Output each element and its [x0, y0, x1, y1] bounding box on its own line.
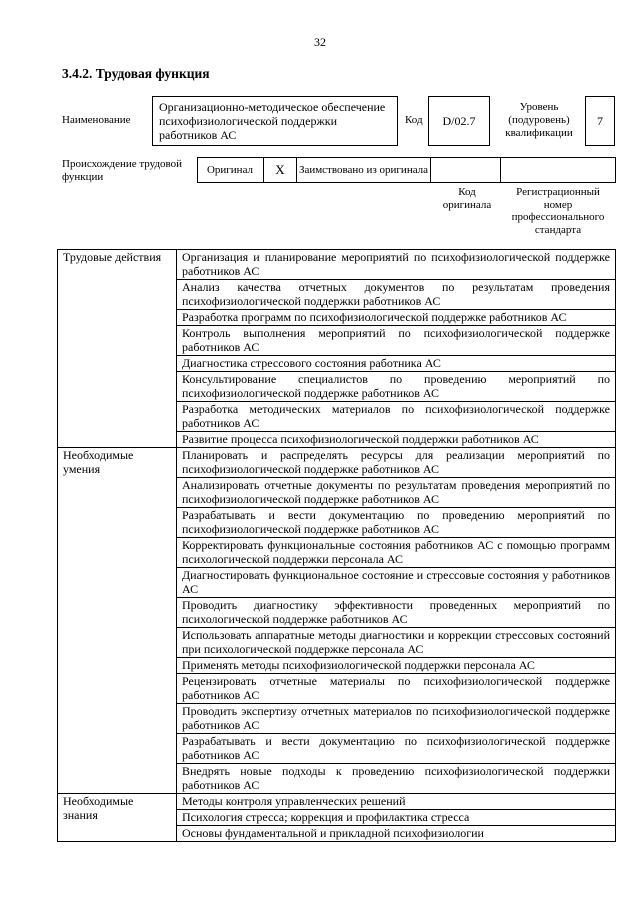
- table-cell: Применять методы психофизиологической поддержки персонала АС: [177, 658, 616, 674]
- table-cell: Методы контроля управленческих решений: [177, 794, 616, 810]
- table-cell: Диагностировать функциональное состояние и стрессовые состояния у работников АС: [177, 568, 616, 598]
- table-row: [58, 794, 616, 810]
- code-value: D/02.7: [428, 96, 490, 146]
- table-cell: Диагностика стрессового состояния работника АС: [177, 356, 616, 372]
- code-label: Код: [405, 114, 423, 126]
- table-cell: Консультирование специалистов по проведению мероприятий по психофизиологической поддержке работников АС: [177, 372, 616, 402]
- table-cell: Внедрять новые подходы к проведению психофизиологической поддержки работников АС: [177, 764, 616, 794]
- table-cell: Анализировать отчетные документы по результатам проведения мероприятий по психофизиологической поддержке работников АС: [177, 478, 616, 508]
- original-label: Оригинал: [206, 163, 254, 176]
- section-title-cell: Трудовые действия: [58, 250, 177, 448]
- name-label: Наименование: [62, 114, 131, 126]
- table-cell: Проводить диагностику эффективности проведенных мероприятий по психологической поддержке работников АС: [177, 598, 616, 628]
- table-cell: Развитие процесса психофизиологической поддержки работников АС: [177, 432, 616, 448]
- page-number: 32: [314, 35, 326, 49]
- origin-label: Происхождение трудовой функции: [62, 158, 183, 183]
- origin-divider: [500, 157, 501, 183]
- table-cell: Проводить экспертизу отчетных материалов по психофизиологической поддержке работников АС: [177, 704, 616, 734]
- table-cell: Разработка методических материалов по психофизиологической поддержке работников АС: [177, 402, 616, 432]
- table-cell: Психология стресса; коррекция и профилактика стресса: [177, 810, 616, 826]
- table-row: [58, 448, 616, 478]
- table-cell: Разрабатывать и вести документацию по психофизиологической поддержке работников АС: [177, 734, 616, 764]
- original-code-label: Код оригинала: [442, 186, 492, 211]
- table-cell: Корректировать функциональные состояния работников АС с помощью программ психологической поддержки персонала АС: [177, 538, 616, 568]
- table-cell: Планировать и распределять ресурсы для реализации мероприятий по психофизиологической поддержке работников АС: [177, 448, 616, 478]
- borrowed-label: Заимствовано из оригинала: [297, 157, 431, 183]
- table-cell: Организация и планирование мероприятий по психофизиологической поддержке работников АС: [177, 250, 616, 280]
- section-title: 3.4.2. Трудовая функция: [62, 66, 210, 81]
- table-row: [58, 250, 616, 280]
- table-cell: Использовать аппаратные методы диагностики и коррекции стрессовых состояний при психологической поддержке персонала АС: [177, 628, 616, 658]
- table-cell: Рецензировать отчетные материалы по психофизиологической поддержке работников АС: [177, 674, 616, 704]
- name-value: Организационно-методическое обеспечение психофизиологической поддержки работников АС: [152, 96, 398, 146]
- table-cell: Контроль выполнения мероприятий по психофизиологической поддержке работников АС: [177, 326, 616, 356]
- original-mark: X: [263, 157, 297, 183]
- function-table: [57, 249, 616, 842]
- table-cell: Разработка программ по психофизиологической поддержке работников АС: [177, 310, 616, 326]
- table-cell: Разрабатывать и вести документацию по проведению мероприятий по психофизиологической поддержке работников АС: [177, 508, 616, 538]
- section-title-cell: Необходимые умения: [58, 448, 177, 794]
- level-value: 7: [585, 96, 615, 146]
- section-title-cell: Необходимые знания: [58, 794, 177, 842]
- reg-number-label: Регистрационный номер профессионального стандарта: [511, 186, 605, 236]
- table-cell: Основы фундаментальной и прикладной психофизиологии: [177, 826, 616, 842]
- table-cell: Анализ качества отчетных документов по результатам проведения психофизиологической поддержки работников АС: [177, 280, 616, 310]
- level-label: Уровень (подуровень) квалификации: [505, 100, 573, 139]
